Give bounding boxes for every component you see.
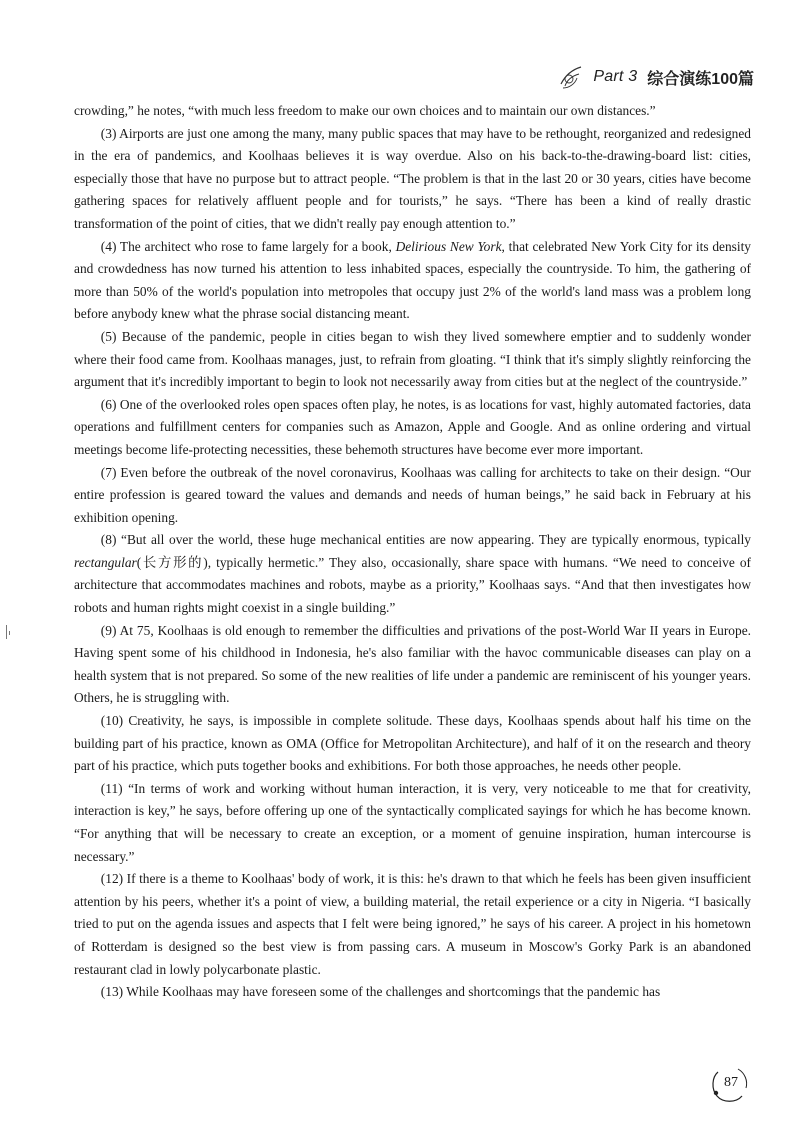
term-gloss: (长方形的) [136,554,208,570]
paragraph-continuation: crowding,” he notes, “with much less freedom to make our own choices and to maintain our own distances.” [74,103,656,118]
paragraph-9: (9) At 75, Koolhaas is old enough to remember the difficulties and privations of the post-World War II years in Europe. Having spent some of his childhood in Indonesia, he's also familiar with the havoc communicable diseases can play on a health system that is not prepared. So some of the new realities of life under a pandemic are reminiscent of his younger years. Others, he is struggling with. [74,622,751,706]
page-number [708,1063,750,1105]
paragraph-8 [74,529,751,619]
paragraph-3: (3) Airports are just one among the many, many public spaces that may have to be rethought, reorganized and redesigned in the era of pandemics, and Koolhaas believes it is way overdue. Also on his back-to-the-drawing-board list: cities, especially those that have no purpose but to attract people. “The problem is that in the last 20 or 30 years, cities have become gathering spaces for relatively affluent people and for tourists,” he says. “There has been a kind of really drastic transformation of the point of cities, that we didn't really pay enough attention to.” [74,125,751,231]
paragraph-13: (13) While Koolhaas may have foreseen some of the challenges and shortcomings that the pandemic has [100,984,661,1000]
paragraph-12: (12) If there is a theme to Koolhaas' body of work, it is this: he's drawn to that which he feels has been given insufficient attention by his peers, whether it's a point of view, a building material, the retail experience or a city in Nigeria. “I basically tried to put on the agenda issues and aspects that I felt were being ignored,” he says of his career. A project in his hometown of Rotterdam is designed so the best view is from passing cars. A museum in Moscow's Gorky Park is an abandoned restaurant clad in lowly polycarbonate plastic. [74,871,751,977]
paragraph-5: (5) Because of the pandemic, people in cities began to wish they lived somewhere emptier and to suddenly wonder where their food came from. Koolhaas manages, just, to refrain from gloating. “I think that it's simply slightly reinforcing the argument that it's incredibly important to begin to look not necessarily away from cities but at the neglect of the countryside.” [74,328,751,390]
running-header [557,62,754,92]
part-label: Part 3 [593,68,638,85]
paragraph-6: (6) One of the overlooked roles open spaces often play, he notes, is as locations for vast, highly automated factories, data operations and fulfillment centers for companies such as Amazon, Apple and Google. And as online ordering and virtual meetings become life-protecting necessities, these behemoth structures have become ever more important. [74,396,751,457]
book-title: Delirious New York [395,238,502,254]
section-title: 综合演练100篇 [647,70,754,88]
margin-mark [9,631,12,635]
paragraph-10: (10) Creativity, he says, is impossible in complete solitude. These days, Koolhaas spends about half his time on the building part of his practice, known as OMA (Office for Metropolitan Architecture), and half of it on the research and theory part of his practice, which puts together books and exhibitions. For both those approaches, he needs other people. [74,713,751,774]
paragraph-4 [74,236,751,326]
paragraph-4-text-start: (4) The architect who rose to fame largely for a book, [100,238,396,254]
paragraph-7: (7) Even before the outbreak of the novel coronavirus, Koolhaas was calling for architects to take on their design. “Our entire profession is geared toward the values and demands and needs of human beings,” he said back in February at his exhibition opening. [74,464,751,525]
page-number-text: 87 [724,1075,738,1090]
paragraph-8-text-end: , typically hermetic.” They also, occasionally, share space with humans. “We need to conceive of architecture that accommodates machines and robots, maybe as a priority,” Koolhaas says. “And that then investigates how robots and human rights might coexist in a single building.” [74,554,751,616]
glossed-term: rectangular [74,554,137,570]
paragraph-4-text-end: , that celebrated New York City for its density and crowdedness has now turned his attention to less inhabited spaces, especially the countryside. To him, the gathering of more than 50% of the world's population into metropoles that occupy just 2% of the world's land mass was a problem long before anybody knew what the phrase social distancing meant. [74,238,752,322]
paragraph-11: (11) “In terms of work and working without human interaction, it is very, very noticeable to me that for creativity, interaction is key,” he says, before offering up one of the syntactically complicated sayings for which he has become known. “For anything that will be necessary to create an exception, or a moment of genuine inspiration, human intercourse is necessary.” [74,780,751,864]
leaf-swirl-icon [557,62,587,92]
paragraph-8-text-start: (8) “But all over the world, these huge mechanical entities are now appearing. They are typically enormous, typically [100,532,751,548]
article-body [74,100,751,1004]
